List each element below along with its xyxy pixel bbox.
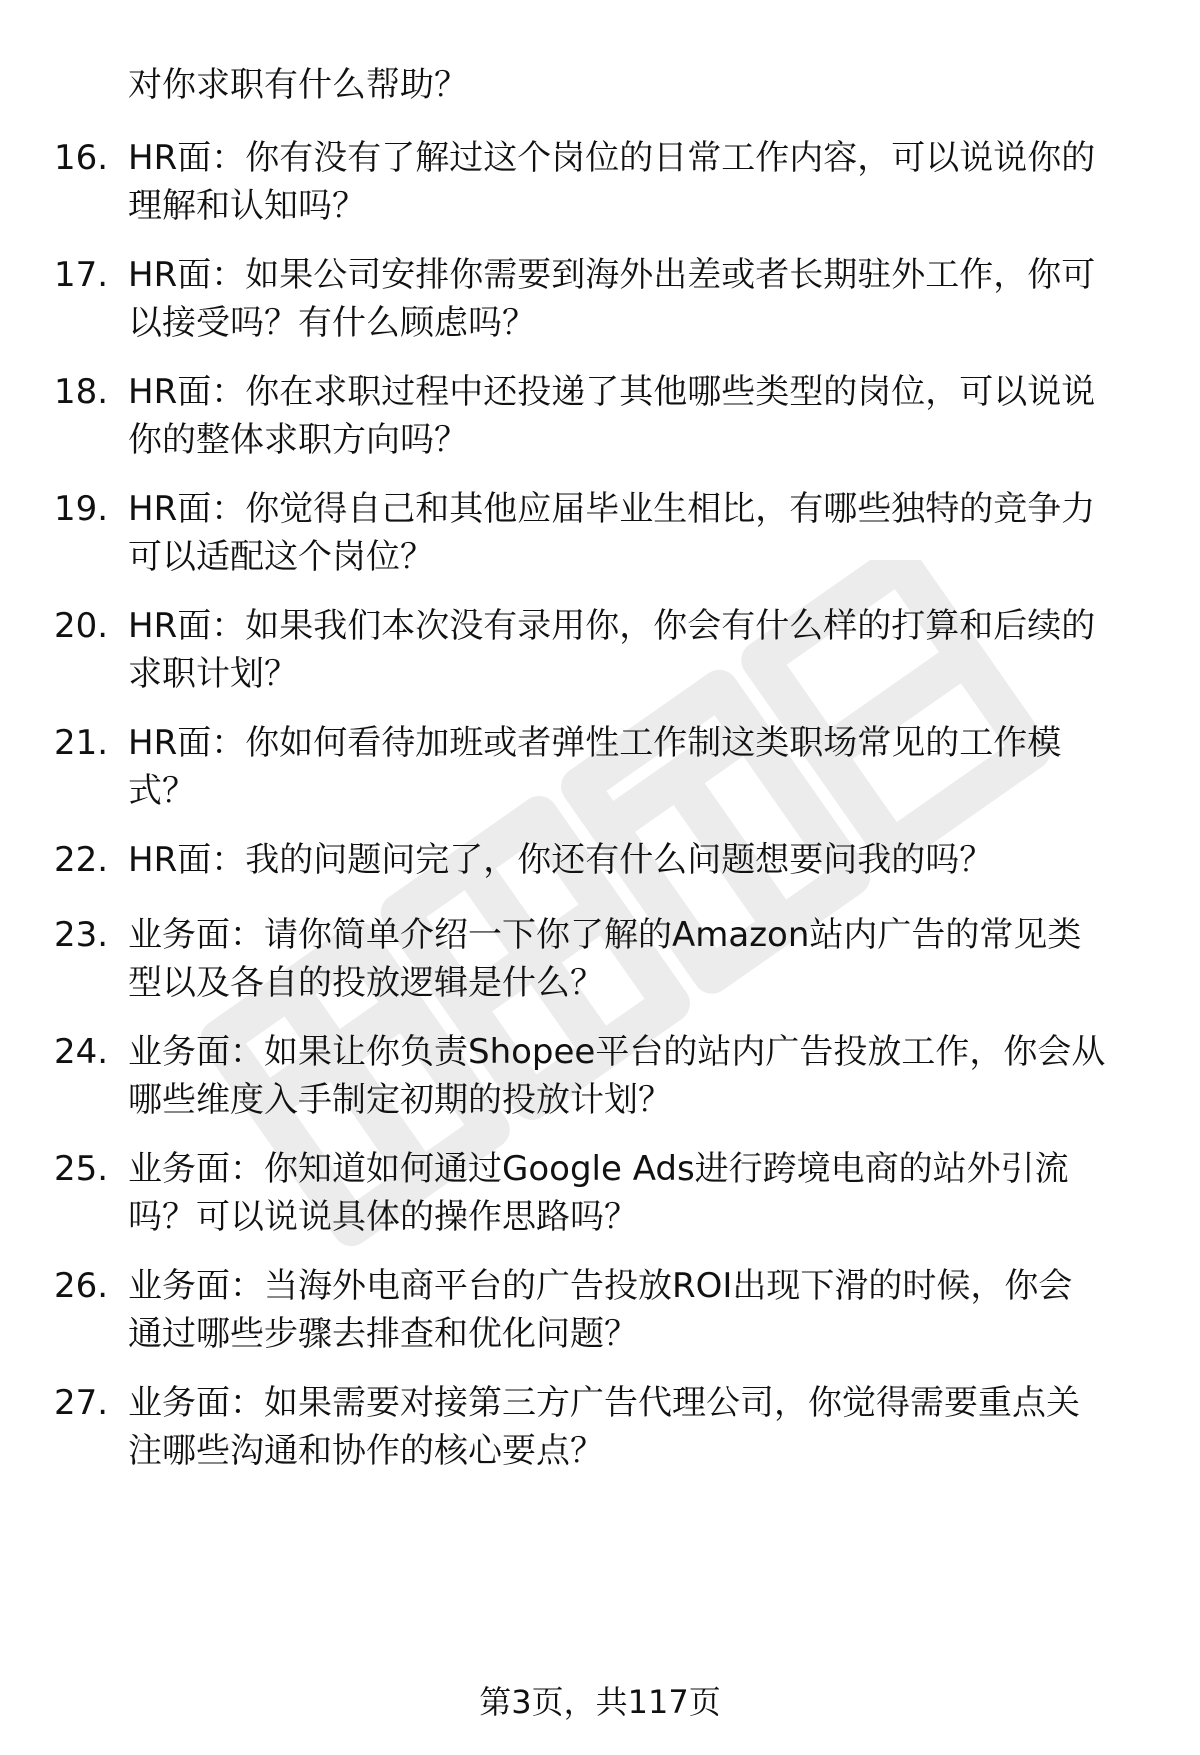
question-text-line2: 吗？可以说说具体的操作思路吗？ <box>128 1197 638 1237</box>
question-number: 16. <box>54 138 109 178</box>
question-text-line1: HR面：如果我们本次没有录用你，你会有什么样的打算和后续的 <box>128 606 1096 646</box>
question-text-line1: 业务面：如果需要对接第三方广告代理公司，你觉得需要重点关 <box>128 1383 1080 1423</box>
question-text-line1: HR面：你在求职过程中还投递了其他哪些类型的岗位，可以说说 <box>128 372 1096 412</box>
question-text-line2: 注哪些沟通和协作的核心要点？ <box>128 1431 604 1471</box>
page-footer: 第3页，共117页 <box>479 1683 721 1721</box>
question-number: 18. <box>54 372 109 412</box>
question-text-line2: 可以适配这个岗位？ <box>128 537 434 577</box>
question-text-line1: HR面：你有没有了解过这个岗位的日常工作内容，可以说说你的 <box>128 138 1096 178</box>
question-text-line2: 型以及各自的投放逻辑是什么？ <box>128 963 604 1003</box>
question-number: 19. <box>54 489 109 529</box>
question-text-line2: 式？ <box>128 771 196 811</box>
question-text-line1: HR面：你觉得自己和其他应届毕业生相比，有哪些独特的竞争力 <box>128 489 1096 529</box>
question-number: 22. <box>54 840 109 880</box>
question-number: 27. <box>54 1383 109 1423</box>
question-text-line1: HR面：如果公司安排你需要到海外出差或者长期驻外工作，你可 <box>128 255 1096 295</box>
question-number: 20. <box>54 606 109 646</box>
question-text-line2: 哪些维度入手制定初期的投放计划？ <box>128 1080 672 1120</box>
question-text-line2: 理解和认知吗？ <box>128 186 366 226</box>
question-text-line1: 业务面：当海外电商平台的广告投放ROI出现下滑的时候，你会 <box>128 1266 1073 1306</box>
question-number: 24. <box>54 1032 109 1072</box>
question-number: 17. <box>54 255 109 295</box>
continuation-line: 对你求职有什么帮助？ <box>128 65 468 105</box>
question-text-line1: 业务面：你知道如何通过Google Ads进行跨境电商的站外引流 <box>128 1149 1069 1189</box>
question-text-line1: 业务面：如果让你负责Shopee平台的站内广告投放工作，你会从 <box>128 1032 1106 1072</box>
question-number: 25. <box>54 1149 109 1189</box>
question-text-line2: 求职计划？ <box>128 654 298 694</box>
question-number: 23. <box>54 915 109 955</box>
question-text-line1: 业务面：请你简单介绍一下你了解的Amazon站内广告的常见类 <box>128 915 1082 955</box>
question-text-line1: HR面：我的问题问完了，你还有什么问题想要问我的吗？ <box>128 840 994 880</box>
question-number: 26. <box>54 1266 109 1306</box>
question-number: 21. <box>54 723 109 763</box>
question-text-line2: 你的整体求职方向吗？ <box>128 420 468 460</box>
question-text-line2: 以接受吗？有什么顾虑吗？ <box>128 303 536 343</box>
question-text-line2: 通过哪些步骤去排查和优化问题？ <box>128 1314 638 1354</box>
question-text-line1: HR面：你如何看待加班或者弹性工作制这类职场常见的工作模 <box>128 723 1062 763</box>
